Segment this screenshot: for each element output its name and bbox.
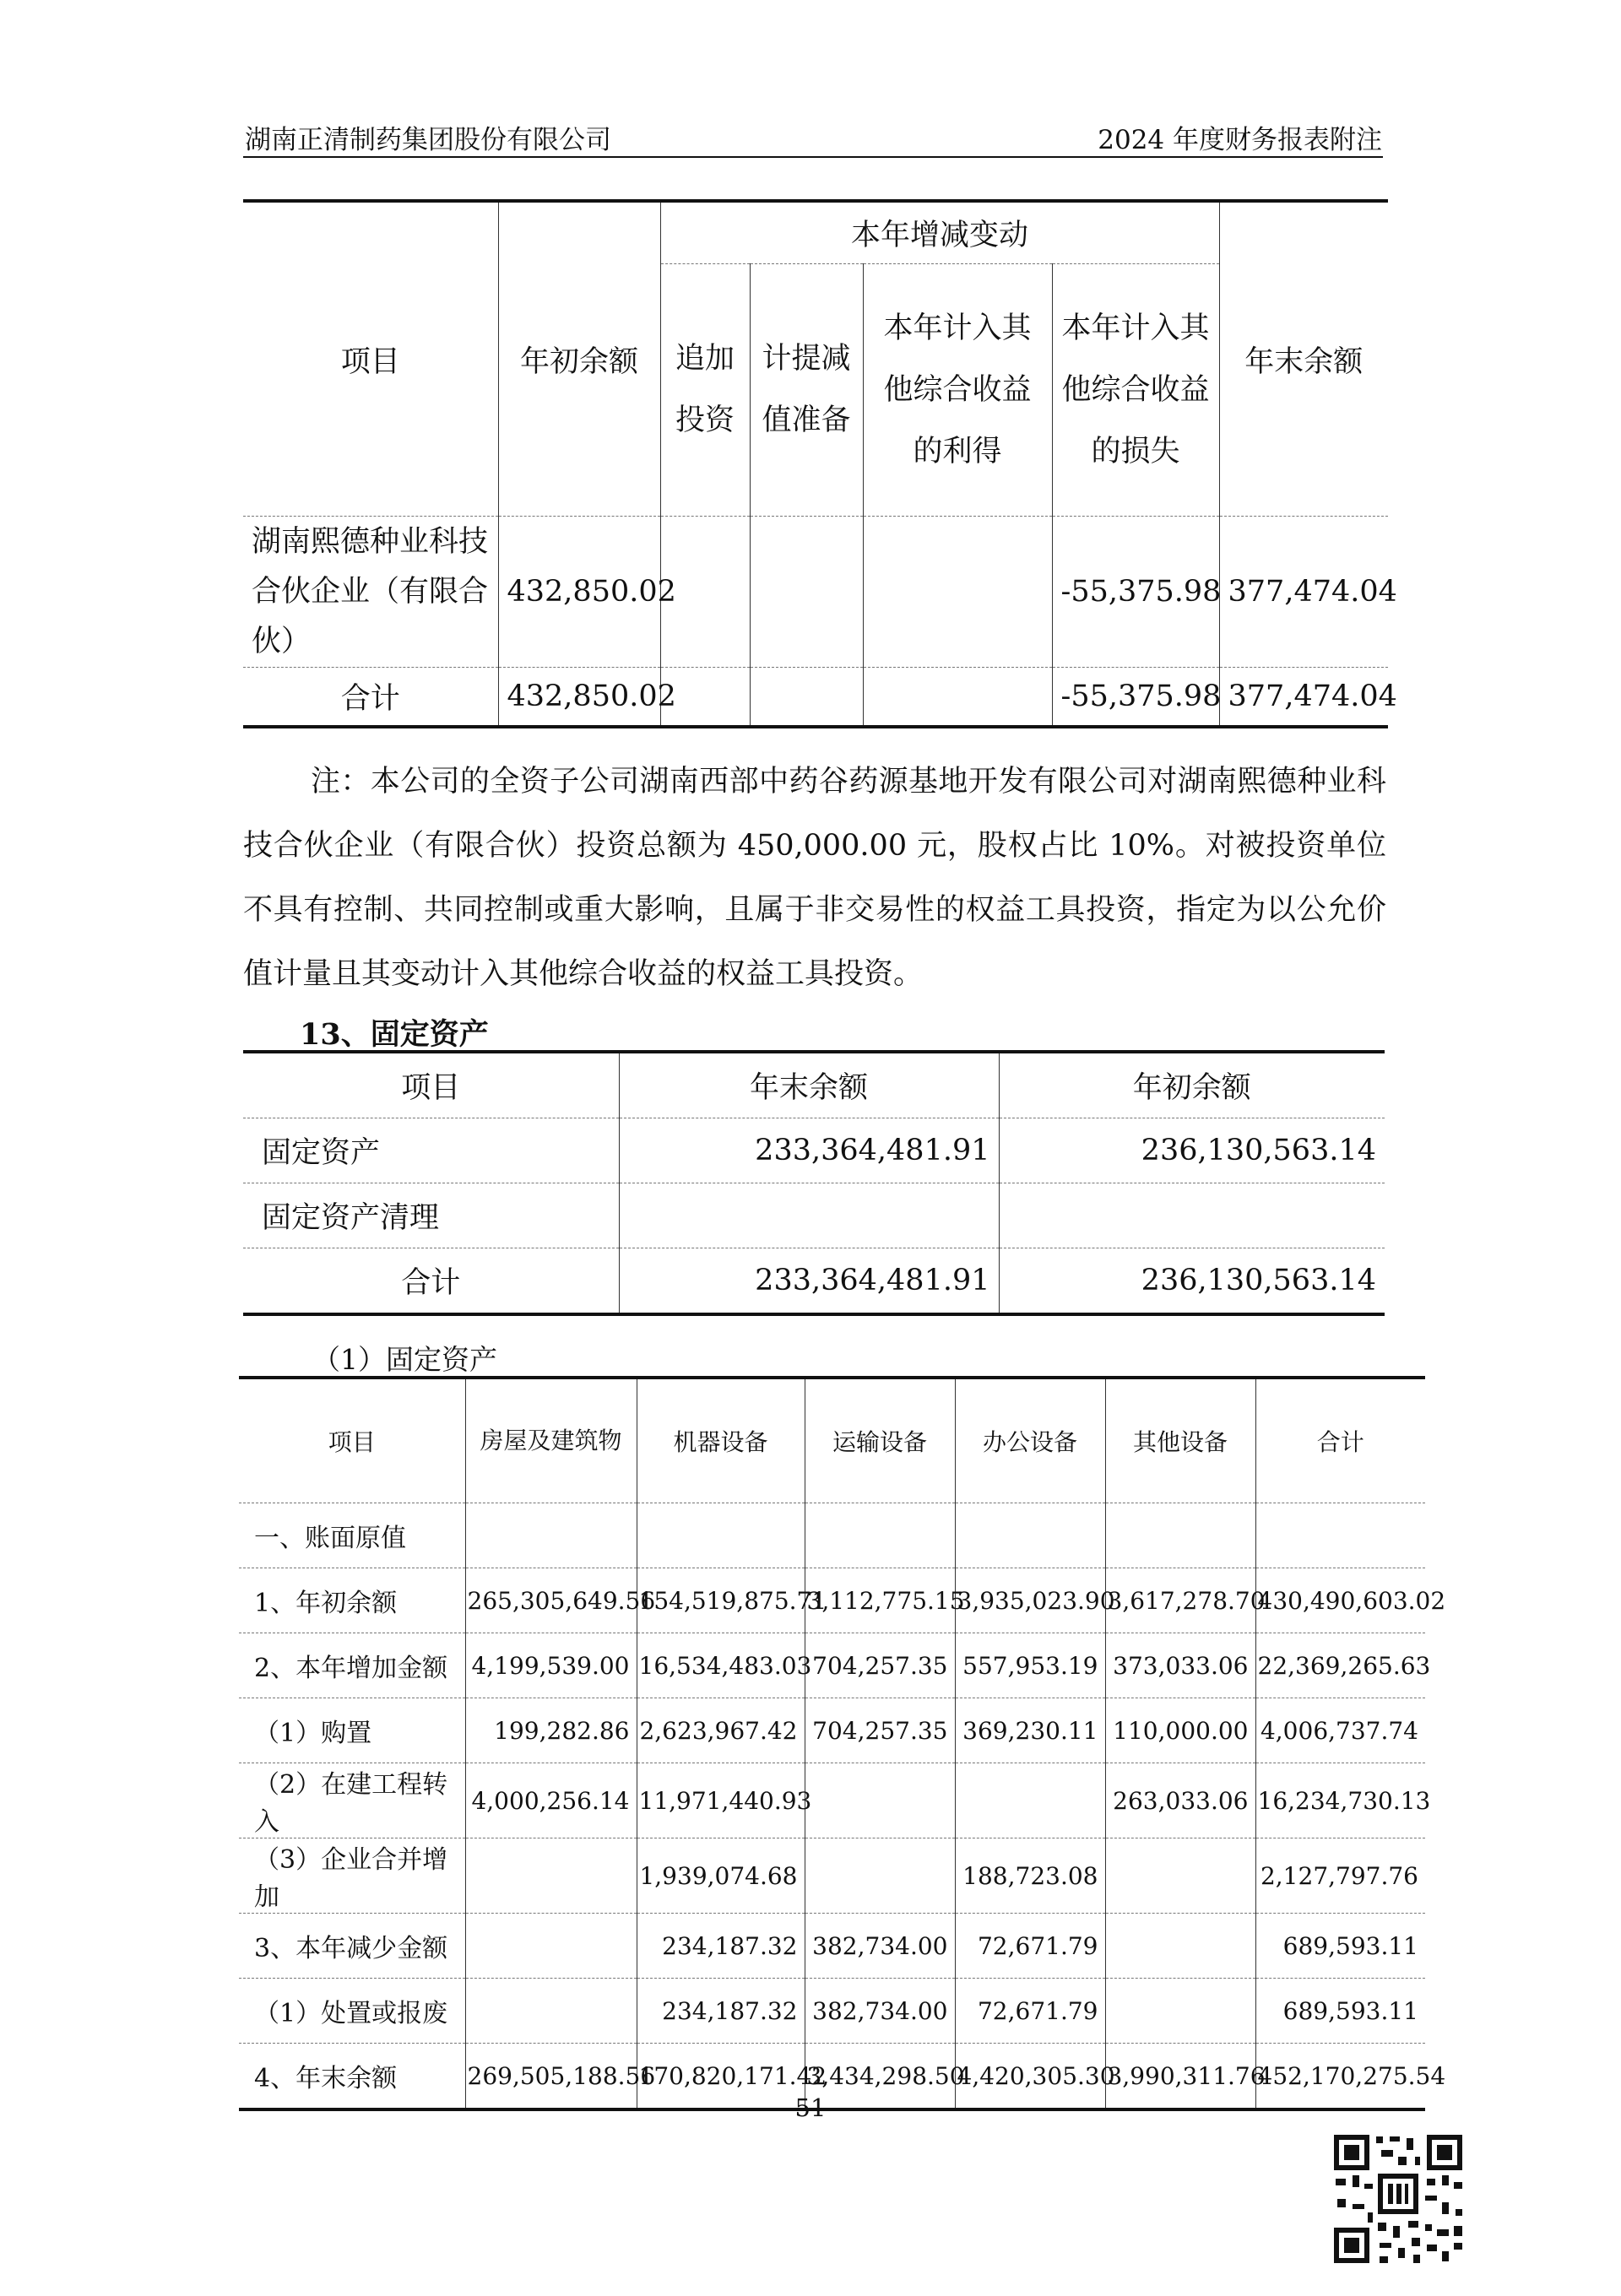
row-machinery: 234,187.32 bbox=[637, 1914, 805, 1979]
row-transport: 382,734.00 bbox=[805, 1914, 955, 1979]
row-opening: 432,850.02 bbox=[498, 517, 660, 668]
subsection-title: （1）固定资产 bbox=[312, 1343, 497, 1376]
row-buildings bbox=[465, 1979, 637, 2044]
row-item: 2、本年增加金额 bbox=[239, 1633, 465, 1698]
row-transport: 704,257.35 bbox=[805, 1698, 955, 1763]
row-other bbox=[1105, 1838, 1255, 1914]
table-row bbox=[239, 1698, 1425, 1763]
row-item: 湖南熙德种业科技合伙企业（有限合伙） bbox=[243, 517, 498, 668]
row-machinery: 154,519,875.71 bbox=[637, 1568, 805, 1633]
row-machinery: 16,534,483.03 bbox=[637, 1633, 805, 1698]
row-office: 3,935,023.90 bbox=[955, 1568, 1105, 1633]
row-total: 430,490,603.02 bbox=[1255, 1568, 1425, 1633]
row-item: 固定资产 bbox=[243, 1118, 619, 1183]
row-item: 固定资产清理 bbox=[243, 1183, 619, 1248]
row-buildings: 199,282.86 bbox=[465, 1698, 637, 1763]
header-buildings: 房屋及建筑物 bbox=[465, 1378, 637, 1503]
row-closing bbox=[619, 1183, 999, 1248]
table-row bbox=[239, 1568, 1425, 1633]
row-opening: 432,850.02 bbox=[498, 668, 660, 728]
table-row bbox=[239, 1633, 1425, 1698]
header-total: 合计 bbox=[1255, 1378, 1425, 1503]
row-machinery: 1,939,074.68 bbox=[637, 1838, 805, 1914]
header-closing: 年末余额 bbox=[619, 1052, 999, 1118]
row-impairment bbox=[750, 668, 863, 728]
row-machinery: 11,971,440.93 bbox=[637, 1763, 805, 1838]
row-closing: 377,474.04 bbox=[1219, 517, 1388, 668]
row-other bbox=[1105, 1503, 1255, 1568]
row-total bbox=[1255, 1503, 1425, 1568]
row-item: 合计 bbox=[243, 668, 498, 728]
header-add-invest: 追加投资 bbox=[660, 264, 750, 517]
row-other: 3,990,311.76 bbox=[1105, 2044, 1255, 2110]
row-office: 188,723.08 bbox=[955, 1838, 1105, 1914]
header-item: 项目 bbox=[239, 1378, 465, 1503]
row-office: 72,671.79 bbox=[955, 1914, 1105, 1979]
table-row bbox=[239, 1763, 1425, 1838]
page-number: 51 bbox=[794, 2093, 827, 2122]
row-total: 2,127,797.76 bbox=[1255, 1838, 1425, 1914]
row-transport: 3,434,298.50 bbox=[805, 2044, 955, 2110]
header-item: 项目 bbox=[243, 1052, 619, 1118]
row-office: 369,230.11 bbox=[955, 1698, 1105, 1763]
row-item: （1）处置或报废 bbox=[239, 1979, 465, 2044]
row-total: 22,369,265.63 bbox=[1255, 1633, 1425, 1698]
header-closing: 年末余额 bbox=[1219, 201, 1388, 517]
row-other bbox=[1105, 1979, 1255, 2044]
row-buildings bbox=[465, 1838, 637, 1914]
row-item: 合计 bbox=[243, 1248, 619, 1315]
row-closing: 233,364,481.91 bbox=[619, 1118, 999, 1183]
row-buildings: 269,505,188.56 bbox=[465, 2044, 637, 2110]
header-change-group: 本年增减变动 bbox=[660, 201, 1219, 264]
row-office: 4,420,305.30 bbox=[955, 2044, 1105, 2110]
row-item: 3、本年减少金额 bbox=[239, 1914, 465, 1979]
row-buildings bbox=[465, 1914, 637, 1979]
row-machinery: 234,187.32 bbox=[637, 1979, 805, 2044]
row-office bbox=[955, 1503, 1105, 1568]
table-row bbox=[239, 1914, 1425, 1979]
table-row bbox=[243, 1118, 1385, 1183]
table-row bbox=[243, 517, 1388, 668]
header-office: 办公设备 bbox=[955, 1378, 1105, 1503]
header-report-title: 2024 年度财务报表附注 bbox=[1098, 125, 1382, 155]
header-rule bbox=[243, 156, 1383, 158]
row-opening: 236,130,563.14 bbox=[999, 1118, 1385, 1183]
header-item: 项目 bbox=[243, 201, 498, 517]
row-total: 689,593.11 bbox=[1255, 1914, 1425, 1979]
row-other: 263,033.06 bbox=[1105, 1763, 1255, 1838]
row-office: 72,671.79 bbox=[955, 1979, 1105, 2044]
row-oci-loss: -55,375.98 bbox=[1052, 668, 1219, 728]
row-item: 4、年末余额 bbox=[239, 2044, 465, 2110]
table-row bbox=[243, 1183, 1385, 1248]
fixed-assets-detail-table bbox=[239, 1376, 1446, 2111]
row-opening: 236,130,563.14 bbox=[999, 1248, 1385, 1315]
row-transport: 3,112,775.15 bbox=[805, 1568, 955, 1633]
header-machinery: 机器设备 bbox=[637, 1378, 805, 1503]
fixed-assets-summary-table bbox=[243, 1050, 1385, 1316]
row-closing: 233,364,481.91 bbox=[619, 1248, 999, 1315]
row-closing: 377,474.04 bbox=[1219, 668, 1388, 728]
row-item: 一、账面原值 bbox=[239, 1503, 465, 1568]
row-other: 110,000.00 bbox=[1105, 1698, 1255, 1763]
header-transport: 运输设备 bbox=[805, 1378, 955, 1503]
row-impairment bbox=[750, 517, 863, 668]
header-oci-gain: 本年计入其他综合收益的利得 bbox=[863, 264, 1052, 517]
row-machinery bbox=[637, 1503, 805, 1568]
row-transport bbox=[805, 1763, 955, 1838]
row-buildings: 4,000,256.14 bbox=[465, 1763, 637, 1838]
header-opening: 年初余额 bbox=[498, 201, 660, 517]
header-impairment: 计提减值准备 bbox=[750, 264, 863, 517]
row-buildings: 4,199,539.00 bbox=[465, 1633, 637, 1698]
row-office bbox=[955, 1763, 1105, 1838]
row-buildings bbox=[465, 1503, 637, 1568]
table-row bbox=[239, 1979, 1425, 2044]
row-oci-gain bbox=[863, 668, 1052, 728]
qr-code-icon bbox=[1331, 2131, 1466, 2266]
row-transport: 382,734.00 bbox=[805, 1979, 955, 2044]
row-machinery: 170,820,171.42 bbox=[637, 2044, 805, 2110]
row-buildings: 265,305,649.56 bbox=[465, 1568, 637, 1633]
row-other: 373,033.06 bbox=[1105, 1633, 1255, 1698]
row-transport bbox=[805, 1503, 955, 1568]
row-other bbox=[1105, 1914, 1255, 1979]
row-other: 3,617,278.70 bbox=[1105, 1568, 1255, 1633]
row-total: 689,593.11 bbox=[1255, 1979, 1425, 2044]
row-office: 557,953.19 bbox=[955, 1633, 1105, 1698]
row-opening bbox=[999, 1183, 1385, 1248]
table-row-total bbox=[243, 1248, 1385, 1315]
oci-equity-investment-table bbox=[243, 199, 1397, 728]
row-machinery: 2,623,967.42 bbox=[637, 1698, 805, 1763]
row-item: （1）购置 bbox=[239, 1698, 465, 1763]
header-oci-loss: 本年计入其他综合收益的损失 bbox=[1052, 264, 1219, 517]
table-row bbox=[239, 1503, 1425, 1568]
row-transport: 704,257.35 bbox=[805, 1633, 955, 1698]
header-company: 湖南正清制药集团股份有限公司 bbox=[245, 125, 611, 155]
header-opening: 年初余额 bbox=[999, 1052, 1385, 1118]
row-item: （2）在建工程转入 bbox=[239, 1763, 465, 1838]
row-item: （3）企业合并增加 bbox=[239, 1838, 465, 1914]
section-title: 13、固定资产 bbox=[300, 1017, 489, 1052]
row-transport bbox=[805, 1838, 955, 1914]
row-total: 452,170,275.54 bbox=[1255, 2044, 1425, 2110]
table-row-total bbox=[243, 668, 1388, 728]
row-total: 4,006,737.74 bbox=[1255, 1698, 1425, 1763]
row-oci-loss: -55,375.98 bbox=[1052, 517, 1219, 668]
row-oci-gain bbox=[863, 517, 1052, 668]
row-total: 16,234,730.13 bbox=[1255, 1763, 1425, 1838]
note-paragraph: 注：本公司的全资子公司湖南西部中药谷药源基地开发有限公司对湖南熙德种业科技合伙企业（有限合伙）投资总额为 450,000.00 元，股权占比 10%。对被投资单位不具有控制、共同控制或重大影响，且属于非交易性的权益工具投资，指定为以公允价值计量且其变动计入其他综合收益的权益工具投资。 bbox=[243, 765, 1386, 991]
header-other: 其他设备 bbox=[1105, 1378, 1255, 1503]
table-row bbox=[239, 1838, 1425, 1914]
row-item: 1、年初余额 bbox=[239, 1568, 465, 1633]
